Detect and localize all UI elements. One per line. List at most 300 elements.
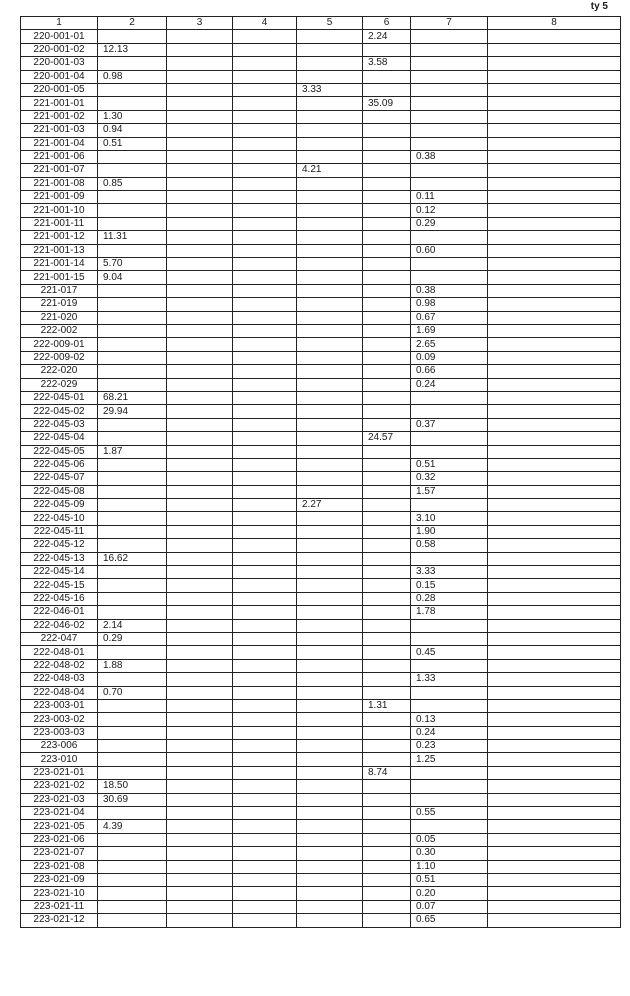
value-cell-col-4 bbox=[233, 833, 297, 846]
row-code-cell: 220-001-05 bbox=[21, 83, 98, 96]
table-row bbox=[21, 552, 621, 565]
value-cell-col-3 bbox=[167, 338, 233, 351]
value-cell-col-2 bbox=[98, 740, 167, 753]
value-cell-col-4 bbox=[233, 338, 297, 351]
value-cell-col-6 bbox=[363, 271, 411, 284]
value-cell-col-4 bbox=[233, 432, 297, 445]
value-cell-col-8 bbox=[488, 539, 621, 552]
table-row bbox=[21, 97, 621, 110]
value-cell-col-6 bbox=[363, 83, 411, 96]
table-row bbox=[21, 632, 621, 645]
value-cell-col-4 bbox=[233, 43, 297, 56]
value-cell-col-2: 0.29 bbox=[98, 632, 167, 645]
table-row bbox=[21, 458, 621, 471]
value-cell-col-6 bbox=[363, 740, 411, 753]
value-cell-col-7 bbox=[411, 137, 488, 150]
value-cell-col-4 bbox=[233, 298, 297, 311]
table-row bbox=[21, 258, 621, 271]
value-cell-col-7: 0.05 bbox=[411, 833, 488, 846]
value-cell-col-8 bbox=[488, 43, 621, 56]
value-cell-col-8 bbox=[488, 244, 621, 257]
value-cell-col-5 bbox=[297, 646, 363, 659]
value-cell-col-3 bbox=[167, 499, 233, 512]
value-cell-col-5 bbox=[297, 445, 363, 458]
value-cell-col-7 bbox=[411, 766, 488, 779]
value-cell-col-7 bbox=[411, 43, 488, 56]
value-cell-col-6 bbox=[363, 793, 411, 806]
table-row bbox=[21, 405, 621, 418]
value-cell-col-7 bbox=[411, 124, 488, 137]
value-cell-col-2 bbox=[98, 900, 167, 913]
value-cell-col-4 bbox=[233, 807, 297, 820]
table-row bbox=[21, 137, 621, 150]
value-cell-col-5 bbox=[297, 539, 363, 552]
value-cell-col-2: 30.69 bbox=[98, 793, 167, 806]
table-row bbox=[21, 338, 621, 351]
value-cell-col-2 bbox=[98, 753, 167, 766]
value-cell-col-7: 2.65 bbox=[411, 338, 488, 351]
table-row bbox=[21, 418, 621, 431]
row-code-cell: 222-020 bbox=[21, 365, 98, 378]
value-cell-col-3 bbox=[167, 244, 233, 257]
value-cell-col-6 bbox=[363, 284, 411, 297]
row-code-cell: 222-047 bbox=[21, 632, 98, 645]
value-cell-col-3 bbox=[167, 619, 233, 632]
table-row bbox=[21, 499, 621, 512]
table-row bbox=[21, 83, 621, 96]
value-cell-col-5 bbox=[297, 378, 363, 391]
value-cell-col-8 bbox=[488, 97, 621, 110]
value-cell-col-7 bbox=[411, 632, 488, 645]
value-cell-col-3 bbox=[167, 485, 233, 498]
row-code-cell: 221-001-01 bbox=[21, 97, 98, 110]
value-cell-col-6 bbox=[363, 552, 411, 565]
value-cell-col-7: 1.90 bbox=[411, 525, 488, 538]
value-cell-col-8 bbox=[488, 659, 621, 672]
value-cell-col-2: 0.98 bbox=[98, 70, 167, 83]
value-cell-col-7: 0.15 bbox=[411, 579, 488, 592]
value-cell-col-6 bbox=[363, 525, 411, 538]
value-cell-col-5 bbox=[297, 887, 363, 900]
table-row bbox=[21, 43, 621, 56]
value-cell-col-4 bbox=[233, 793, 297, 806]
value-cell-col-5: 4.21 bbox=[297, 164, 363, 177]
value-cell-col-4 bbox=[233, 659, 297, 672]
value-cell-col-3 bbox=[167, 324, 233, 337]
value-cell-col-5 bbox=[297, 860, 363, 873]
column-header: 1 bbox=[21, 17, 98, 30]
row-code-cell: 222-029 bbox=[21, 378, 98, 391]
value-cell-col-2 bbox=[98, 579, 167, 592]
value-cell-col-8 bbox=[488, 900, 621, 913]
value-cell-col-3 bbox=[167, 137, 233, 150]
column-header: 6 bbox=[363, 17, 411, 30]
value-cell-col-8 bbox=[488, 177, 621, 190]
value-cell-col-2 bbox=[98, 726, 167, 739]
row-code-cell: 223-021-04 bbox=[21, 807, 98, 820]
value-cell-col-4 bbox=[233, 83, 297, 96]
value-cell-col-2 bbox=[98, 458, 167, 471]
value-cell-col-6 bbox=[363, 365, 411, 378]
value-cell-col-6 bbox=[363, 900, 411, 913]
row-code-cell: 223-003-01 bbox=[21, 699, 98, 712]
value-cell-col-7 bbox=[411, 659, 488, 672]
value-cell-col-3 bbox=[167, 30, 233, 43]
value-cell-col-7 bbox=[411, 445, 488, 458]
value-cell-col-7: 0.65 bbox=[411, 914, 488, 927]
row-code-cell: 221-001-03 bbox=[21, 124, 98, 137]
table-row bbox=[21, 900, 621, 913]
value-cell-col-5 bbox=[297, 874, 363, 887]
value-cell-col-2 bbox=[98, 418, 167, 431]
value-cell-col-8 bbox=[488, 204, 621, 217]
value-cell-col-4 bbox=[233, 646, 297, 659]
row-code-cell: 222-045-04 bbox=[21, 432, 98, 445]
value-cell-col-8 bbox=[488, 485, 621, 498]
value-cell-col-2: 9.04 bbox=[98, 271, 167, 284]
value-cell-col-4 bbox=[233, 365, 297, 378]
value-cell-col-6: 1.31 bbox=[363, 699, 411, 712]
value-cell-col-5 bbox=[297, 726, 363, 739]
value-cell-col-6: 2.24 bbox=[363, 30, 411, 43]
value-cell-col-8 bbox=[488, 258, 621, 271]
value-cell-col-8 bbox=[488, 807, 621, 820]
value-cell-col-4 bbox=[233, 726, 297, 739]
value-cell-col-6 bbox=[363, 833, 411, 846]
value-cell-col-2 bbox=[98, 860, 167, 873]
value-cell-col-2: 1.30 bbox=[98, 110, 167, 123]
value-cell-col-8 bbox=[488, 686, 621, 699]
table-row bbox=[21, 512, 621, 525]
value-cell-col-7: 0.07 bbox=[411, 900, 488, 913]
value-cell-col-5 bbox=[297, 659, 363, 672]
value-cell-col-3 bbox=[167, 780, 233, 793]
value-cell-col-6 bbox=[363, 860, 411, 873]
row-code-cell: 222-048-03 bbox=[21, 673, 98, 686]
value-cell-col-7: 0.60 bbox=[411, 244, 488, 257]
value-cell-col-7 bbox=[411, 499, 488, 512]
table-row bbox=[21, 753, 621, 766]
value-cell-col-2: 0.85 bbox=[98, 177, 167, 190]
value-cell-col-4 bbox=[233, 311, 297, 324]
row-code-cell: 220-001-01 bbox=[21, 30, 98, 43]
value-cell-col-8 bbox=[488, 338, 621, 351]
value-cell-col-3 bbox=[167, 887, 233, 900]
value-cell-col-8 bbox=[488, 298, 621, 311]
value-cell-col-3 bbox=[167, 539, 233, 552]
data-table bbox=[20, 16, 621, 928]
value-cell-col-6 bbox=[363, 592, 411, 605]
value-cell-col-4 bbox=[233, 164, 297, 177]
value-cell-col-6 bbox=[363, 110, 411, 123]
value-cell-col-5 bbox=[297, 137, 363, 150]
table-row bbox=[21, 70, 621, 83]
value-cell-col-5 bbox=[297, 458, 363, 471]
value-cell-col-5 bbox=[297, 418, 363, 431]
table-row bbox=[21, 191, 621, 204]
row-code-cell: 222-009-02 bbox=[21, 351, 98, 364]
value-cell-col-6 bbox=[363, 807, 411, 820]
row-code-cell: 221-019 bbox=[21, 298, 98, 311]
value-cell-col-5 bbox=[297, 552, 363, 565]
value-cell-col-2 bbox=[98, 97, 167, 110]
value-cell-col-2 bbox=[98, 150, 167, 163]
value-cell-col-5 bbox=[297, 713, 363, 726]
row-code-cell: 222-048-02 bbox=[21, 659, 98, 672]
table-row bbox=[21, 432, 621, 445]
value-cell-col-4 bbox=[233, 512, 297, 525]
value-cell-col-7 bbox=[411, 30, 488, 43]
value-cell-col-2 bbox=[98, 646, 167, 659]
value-cell-col-5 bbox=[297, 619, 363, 632]
row-code-cell: 221-001-09 bbox=[21, 191, 98, 204]
value-cell-col-4 bbox=[233, 97, 297, 110]
value-cell-col-2 bbox=[98, 284, 167, 297]
value-cell-col-4 bbox=[233, 740, 297, 753]
value-cell-col-6 bbox=[363, 70, 411, 83]
value-cell-col-8 bbox=[488, 499, 621, 512]
value-cell-col-7: 0.24 bbox=[411, 378, 488, 391]
value-cell-col-2 bbox=[98, 606, 167, 619]
value-cell-col-4 bbox=[233, 713, 297, 726]
value-cell-col-5 bbox=[297, 150, 363, 163]
row-code-cell: 223-003-03 bbox=[21, 726, 98, 739]
value-cell-col-6 bbox=[363, 485, 411, 498]
value-cell-col-4 bbox=[233, 458, 297, 471]
table-row bbox=[21, 566, 621, 579]
value-cell-col-8 bbox=[488, 833, 621, 846]
value-cell-col-8 bbox=[488, 150, 621, 163]
value-cell-col-3 bbox=[167, 766, 233, 779]
value-cell-col-2: 1.88 bbox=[98, 659, 167, 672]
table-row bbox=[21, 619, 621, 632]
value-cell-col-6 bbox=[363, 673, 411, 686]
row-code-cell: 222-002 bbox=[21, 324, 98, 337]
value-cell-col-3 bbox=[167, 70, 233, 83]
value-cell-col-5 bbox=[297, 780, 363, 793]
value-cell-col-8 bbox=[488, 284, 621, 297]
value-cell-col-8 bbox=[488, 445, 621, 458]
value-cell-col-3 bbox=[167, 820, 233, 833]
row-code-cell: 222-045-09 bbox=[21, 499, 98, 512]
table-row bbox=[21, 57, 621, 70]
value-cell-col-2: 2.14 bbox=[98, 619, 167, 632]
value-cell-col-2 bbox=[98, 887, 167, 900]
table-row bbox=[21, 914, 621, 927]
table-row bbox=[21, 204, 621, 217]
table-row bbox=[21, 807, 621, 820]
row-code-cell: 220-001-03 bbox=[21, 57, 98, 70]
value-cell-col-2 bbox=[98, 566, 167, 579]
value-cell-col-3 bbox=[167, 391, 233, 404]
value-cell-col-8 bbox=[488, 619, 621, 632]
value-cell-col-3 bbox=[167, 900, 233, 913]
value-cell-col-6 bbox=[363, 258, 411, 271]
row-code-cell: 222-046-01 bbox=[21, 606, 98, 619]
value-cell-col-4 bbox=[233, 391, 297, 404]
row-code-cell: 222-045-06 bbox=[21, 458, 98, 471]
value-cell-col-4 bbox=[233, 914, 297, 927]
value-cell-col-4 bbox=[233, 780, 297, 793]
value-cell-col-6: 3.58 bbox=[363, 57, 411, 70]
value-cell-col-2: 0.70 bbox=[98, 686, 167, 699]
value-cell-col-3 bbox=[167, 150, 233, 163]
value-cell-col-8 bbox=[488, 418, 621, 431]
page-reference: ty 5 bbox=[590, 1, 608, 12]
column-header: 3 bbox=[167, 17, 233, 30]
value-cell-col-8 bbox=[488, 137, 621, 150]
value-cell-col-2: 5.70 bbox=[98, 258, 167, 271]
value-cell-col-3 bbox=[167, 405, 233, 418]
value-cell-col-3 bbox=[167, 699, 233, 712]
row-code-cell: 223-010 bbox=[21, 753, 98, 766]
value-cell-col-7 bbox=[411, 552, 488, 565]
value-cell-col-6 bbox=[363, 311, 411, 324]
value-cell-col-2 bbox=[98, 807, 167, 820]
table-row bbox=[21, 579, 621, 592]
value-cell-col-7: 0.67 bbox=[411, 311, 488, 324]
value-cell-col-7: 0.58 bbox=[411, 539, 488, 552]
value-cell-col-2 bbox=[98, 512, 167, 525]
value-cell-col-5 bbox=[297, 847, 363, 860]
value-cell-col-6 bbox=[363, 659, 411, 672]
value-cell-col-3 bbox=[167, 124, 233, 137]
value-cell-col-2 bbox=[98, 244, 167, 257]
value-cell-col-5 bbox=[297, 124, 363, 137]
value-cell-col-8 bbox=[488, 914, 621, 927]
value-cell-col-8 bbox=[488, 472, 621, 485]
table-row bbox=[21, 525, 621, 538]
value-cell-col-7: 0.51 bbox=[411, 874, 488, 887]
table-row bbox=[21, 244, 621, 257]
row-code-cell: 223-006 bbox=[21, 740, 98, 753]
table-row bbox=[21, 860, 621, 873]
value-cell-col-7: 0.29 bbox=[411, 217, 488, 230]
table-row bbox=[21, 472, 621, 485]
row-code-cell: 222-045-11 bbox=[21, 525, 98, 538]
value-cell-col-6 bbox=[363, 632, 411, 645]
value-cell-col-4 bbox=[233, 673, 297, 686]
table-row bbox=[21, 713, 621, 726]
value-cell-col-5 bbox=[297, 298, 363, 311]
value-cell-col-4 bbox=[233, 592, 297, 605]
value-cell-col-2: 1.87 bbox=[98, 445, 167, 458]
value-cell-col-5 bbox=[297, 271, 363, 284]
value-cell-col-6 bbox=[363, 137, 411, 150]
value-cell-col-2 bbox=[98, 164, 167, 177]
table-row bbox=[21, 874, 621, 887]
value-cell-col-4 bbox=[233, 418, 297, 431]
value-cell-col-3 bbox=[167, 606, 233, 619]
value-cell-col-6: 35.09 bbox=[363, 97, 411, 110]
row-code-cell: 221-001-12 bbox=[21, 231, 98, 244]
value-cell-col-3 bbox=[167, 365, 233, 378]
value-cell-col-3 bbox=[167, 432, 233, 445]
value-cell-col-3 bbox=[167, 847, 233, 860]
value-cell-col-4 bbox=[233, 632, 297, 645]
value-cell-col-3 bbox=[167, 57, 233, 70]
row-code-cell: 221-001-04 bbox=[21, 137, 98, 150]
value-cell-col-2 bbox=[98, 592, 167, 605]
value-cell-col-7 bbox=[411, 83, 488, 96]
value-cell-col-5 bbox=[297, 365, 363, 378]
value-cell-col-8 bbox=[488, 124, 621, 137]
row-code-cell: 221-001-06 bbox=[21, 150, 98, 163]
value-cell-col-3 bbox=[167, 740, 233, 753]
value-cell-col-3 bbox=[167, 217, 233, 230]
value-cell-col-7: 0.09 bbox=[411, 351, 488, 364]
value-cell-col-8 bbox=[488, 740, 621, 753]
value-cell-col-7: 1.57 bbox=[411, 485, 488, 498]
table-row bbox=[21, 820, 621, 833]
value-cell-col-6: 24.57 bbox=[363, 432, 411, 445]
table-row bbox=[21, 231, 621, 244]
value-cell-col-5 bbox=[297, 432, 363, 445]
value-cell-col-6 bbox=[363, 472, 411, 485]
value-cell-col-5 bbox=[297, 351, 363, 364]
value-cell-col-4 bbox=[233, 445, 297, 458]
row-code-cell: 221-001-14 bbox=[21, 258, 98, 271]
value-cell-col-2: 12.13 bbox=[98, 43, 167, 56]
value-cell-col-7 bbox=[411, 820, 488, 833]
value-cell-col-3 bbox=[167, 632, 233, 645]
value-cell-col-3 bbox=[167, 418, 233, 431]
value-cell-col-8 bbox=[488, 874, 621, 887]
value-cell-col-5 bbox=[297, 57, 363, 70]
table-row bbox=[21, 164, 621, 177]
value-cell-col-4 bbox=[233, 351, 297, 364]
row-code-cell: 221-001-13 bbox=[21, 244, 98, 257]
table-row bbox=[21, 30, 621, 43]
value-cell-col-7: 0.32 bbox=[411, 472, 488, 485]
table-row bbox=[21, 391, 621, 404]
value-cell-col-3 bbox=[167, 298, 233, 311]
row-code-cell: 223-003-02 bbox=[21, 713, 98, 726]
value-cell-col-4 bbox=[233, 405, 297, 418]
value-cell-col-7: 0.55 bbox=[411, 807, 488, 820]
table-row bbox=[21, 445, 621, 458]
row-code-cell: 223-021-08 bbox=[21, 860, 98, 873]
value-cell-col-7: 0.24 bbox=[411, 726, 488, 739]
row-code-cell: 221-001-07 bbox=[21, 164, 98, 177]
value-cell-col-5 bbox=[297, 338, 363, 351]
table-row bbox=[21, 110, 621, 123]
value-cell-col-4 bbox=[233, 217, 297, 230]
value-cell-col-5 bbox=[297, 70, 363, 83]
value-cell-col-6 bbox=[363, 686, 411, 699]
value-cell-col-5 bbox=[297, 606, 363, 619]
value-cell-col-5 bbox=[297, 110, 363, 123]
value-cell-col-3 bbox=[167, 686, 233, 699]
value-cell-col-2 bbox=[98, 83, 167, 96]
value-cell-col-5 bbox=[297, 485, 363, 498]
value-cell-col-7 bbox=[411, 97, 488, 110]
value-cell-col-6 bbox=[363, 217, 411, 230]
value-cell-col-8 bbox=[488, 458, 621, 471]
table-row bbox=[21, 351, 621, 364]
value-cell-col-3 bbox=[167, 378, 233, 391]
value-cell-col-6 bbox=[363, 204, 411, 217]
value-cell-col-3 bbox=[167, 271, 233, 284]
value-cell-col-3 bbox=[167, 204, 233, 217]
value-cell-col-7: 0.45 bbox=[411, 646, 488, 659]
row-code-cell: 221-001-10 bbox=[21, 204, 98, 217]
row-code-cell: 221-020 bbox=[21, 311, 98, 324]
row-code-cell: 223-021-05 bbox=[21, 820, 98, 833]
value-cell-col-7 bbox=[411, 57, 488, 70]
table-body bbox=[21, 17, 621, 928]
value-cell-col-5 bbox=[297, 217, 363, 230]
